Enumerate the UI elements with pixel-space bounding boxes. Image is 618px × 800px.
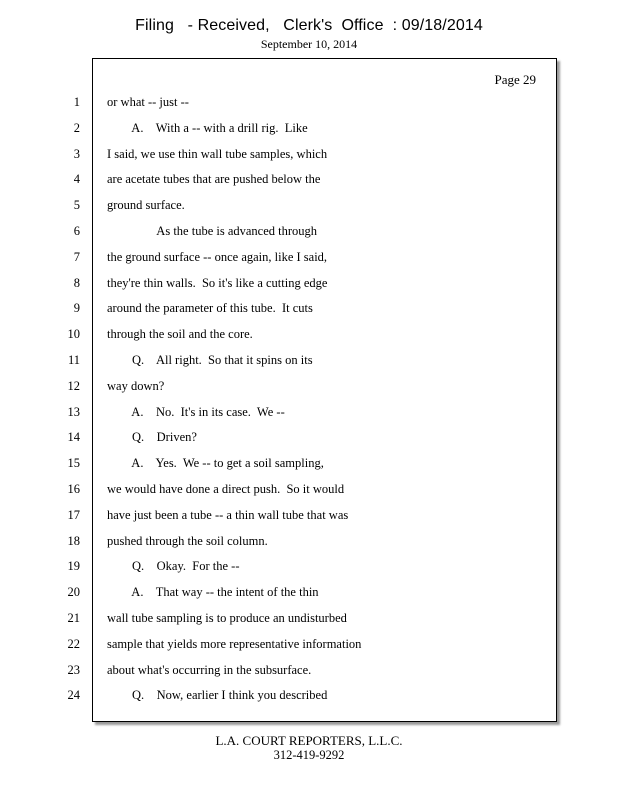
transcript-line: they're thin walls. So it's like a cutting edge bbox=[107, 276, 328, 290]
line-number: 21 bbox=[67, 611, 80, 625]
transcript-line: through the soil and the core. bbox=[107, 327, 253, 341]
line-number: 15 bbox=[67, 456, 80, 470]
transcript-line: wall tube sampling is to produce an undisturbed bbox=[107, 611, 347, 625]
line-number: 17 bbox=[67, 508, 80, 522]
transcript-line: about what's occurring in the subsurface. bbox=[107, 663, 312, 677]
line-number: 22 bbox=[67, 637, 80, 651]
transcript-line: Q. All right. So that it spins on its bbox=[107, 353, 313, 367]
transcript-line: As the tube is advanced through bbox=[107, 224, 318, 238]
transcript-line: A. Yes. We -- to get a soil sampling, bbox=[107, 456, 324, 470]
line-number: 14 bbox=[67, 430, 80, 444]
line-number: 7 bbox=[73, 250, 80, 264]
court-reporter-firm: L.A. COURT REPORTERS, L.L.C. bbox=[215, 733, 403, 748]
transcript-line: around the parameter of this tube. It cuts bbox=[107, 301, 313, 315]
line-number: 6 bbox=[73, 224, 80, 238]
line-number: 4 bbox=[73, 172, 80, 186]
transcript-line: sample that yields more representative information bbox=[107, 637, 362, 651]
transcript-line: Q. Now, earlier I think you described bbox=[107, 688, 328, 702]
line-number: 5 bbox=[73, 198, 80, 212]
transcript-line: Q. Driven? bbox=[107, 430, 197, 444]
line-number: 1 bbox=[73, 95, 80, 109]
transcript-line: I said, we use thin wall tube samples, which bbox=[107, 147, 328, 161]
transcript-line: A. No. It's in its case. We -- bbox=[107, 405, 285, 419]
line-number: 13 bbox=[67, 405, 80, 419]
transcript-line: Q. Okay. For the -- bbox=[107, 559, 240, 573]
transcript-line: we would have done a direct push. So it would bbox=[107, 482, 345, 496]
line-number: 10 bbox=[67, 327, 80, 341]
line-number: 16 bbox=[67, 482, 80, 496]
transcript-line: or what -- just -- bbox=[107, 95, 189, 109]
transcript-line: ground surface. bbox=[107, 198, 185, 212]
transcript-line: A. That way -- the intent of the thin bbox=[107, 585, 319, 599]
transcript-line: the ground surface -- once again, like I said, bbox=[107, 250, 328, 264]
line-number: 8 bbox=[73, 276, 80, 290]
line-number: 9 bbox=[73, 301, 80, 315]
line-number: 3 bbox=[73, 147, 80, 161]
transcript-line: way down? bbox=[107, 379, 165, 393]
line-number: 24 bbox=[67, 688, 80, 702]
transcript-line: pushed through the soil column. bbox=[107, 534, 268, 548]
line-number: 19 bbox=[67, 559, 80, 573]
line-number: 20 bbox=[67, 585, 80, 599]
line-number: 11 bbox=[67, 353, 80, 367]
deposition-date: September 10, 2014 bbox=[260, 37, 358, 51]
line-number: 12 bbox=[67, 379, 80, 393]
filing-stamp: Filing - Received, Clerk's Office : 09/18/2014 bbox=[135, 17, 483, 34]
line-number: 18 bbox=[67, 534, 80, 548]
line-number: 2 bbox=[73, 121, 80, 135]
line-number: 23 bbox=[67, 663, 80, 677]
transcript-line: are acetate tubes that are pushed below the bbox=[107, 172, 321, 186]
page-number: Page 29 bbox=[494, 72, 536, 87]
transcript-line: A. With a -- with a drill rig. Like bbox=[107, 121, 308, 135]
transcript-line: have just been a tube -- a thin wall tube that was bbox=[107, 508, 349, 522]
court-reporter-phone: 312-419-9292 bbox=[273, 748, 345, 762]
